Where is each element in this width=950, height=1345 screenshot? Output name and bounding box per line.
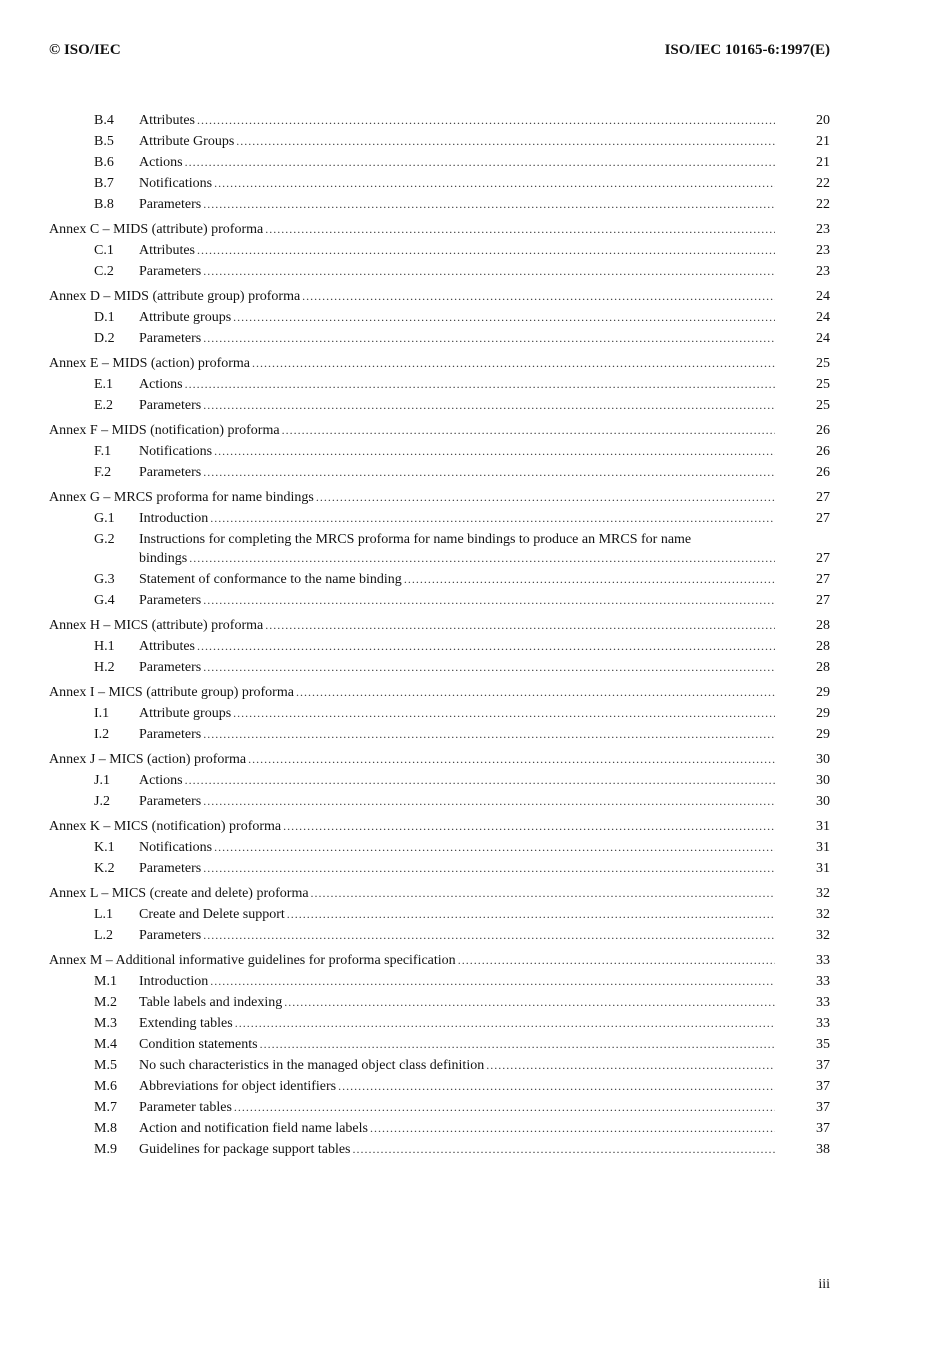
toc-entry-number: M.2 [94,995,117,1010]
toc-entry-page: 25 [816,377,830,392]
toc-entry-title: Parameters [139,593,202,608]
toc-annex-entry[interactable] [49,950,830,971]
toc-entry-page: 28 [816,660,830,675]
dot-leader [203,261,775,282]
dot-leader [203,194,775,215]
toc-entry[interactable] [49,1076,830,1097]
header-left: © ISO/IEC [49,42,121,58]
toc-entry-title: Create and Delete support [139,907,285,922]
toc-entry-number: G.3 [94,572,115,587]
dot-leader [302,286,775,307]
toc-entry-title: Introduction [139,511,209,526]
toc-entry[interactable] [49,569,830,590]
toc-entry-title: Annex G – MRCS proforma for name bindings [49,490,314,505]
toc-entry-page: 20 [816,113,830,128]
dot-leader [203,462,775,483]
dot-leader [189,548,775,569]
toc-entry[interactable] [49,110,830,131]
dot-leader [214,173,775,194]
toc-entry-title: Annex L – MICS (create and delete) proforma [49,886,309,901]
toc-entry-title: Annex J – MICS (action) proforma [49,752,247,767]
dot-leader [203,328,775,349]
toc-entry[interactable] [49,636,830,657]
toc-entry[interactable] [49,791,830,812]
toc-entry-title: Parameters [139,264,202,279]
toc-entry-page: 33 [816,1016,830,1031]
dot-leader [370,1118,775,1139]
dot-leader [203,590,775,611]
dot-leader [236,131,775,152]
toc-entry-page: 31 [816,861,830,876]
toc-entry[interactable] [49,261,830,282]
toc-entry-page: 30 [816,794,830,809]
toc-entry-number: H.1 [94,639,115,654]
dot-leader [287,904,775,925]
dot-leader [197,636,775,657]
toc-entry-number: G.1 [94,511,115,526]
toc-entry-page: 26 [816,444,830,459]
dot-leader [265,219,775,240]
toc-entry-title: Condition statements [139,1037,258,1052]
toc-entry-page: 24 [816,331,830,346]
toc-entry-number: B.4 [94,113,114,128]
toc-entry-page: 26 [816,423,830,438]
table-of-contents [49,110,830,1160]
toc-entry-title: Attributes [139,113,195,128]
dot-leader [234,1097,775,1118]
dot-leader [203,657,775,678]
dot-leader [284,992,775,1013]
toc-entry-page: 30 [816,752,830,767]
toc-entry-title: Guidelines for package support tables [139,1142,351,1157]
dot-leader [283,816,775,837]
dot-leader [252,353,775,374]
dot-leader [185,374,775,395]
header-right: ISO/IEC 10165-6:1997(E) [664,42,830,58]
toc-entry-page: 28 [816,618,830,633]
toc-entry-title: Notifications [139,444,213,459]
toc-entry-page: 25 [816,398,830,413]
toc-entry-page: 37 [816,1121,830,1136]
toc-entry[interactable] [49,131,830,152]
toc-entry-title: Parameter tables [139,1100,232,1115]
dot-leader [248,749,775,770]
toc-entry-number: L.1 [94,907,114,922]
toc-entry-page: 23 [816,264,830,279]
dot-leader [203,925,775,946]
toc-entry-page: 32 [816,886,830,901]
toc-annex-entry[interactable] [49,286,830,307]
toc-entry-number: D.1 [94,310,115,325]
toc-entry-number: M.7 [94,1100,117,1115]
toc-entry-page: 27 [816,572,830,587]
dot-leader [197,110,775,131]
toc-annex-entry[interactable] [49,883,830,904]
dot-leader [203,791,775,812]
toc-annex-entry[interactable] [49,615,830,636]
dot-leader [311,883,775,904]
dot-leader [214,837,775,858]
toc-entry[interactable] [49,307,830,328]
toc-entry-number: G.4 [94,593,115,608]
toc-entry-number: C.2 [94,264,114,279]
toc-entry-title: Parameters [139,398,202,413]
toc-entry-page: 32 [816,907,830,922]
toc-entry-page: 29 [816,706,830,721]
toc-entry-title: Attributes [139,639,195,654]
toc-entry-page: 27 [816,490,830,505]
dot-leader [235,1013,775,1034]
toc-entry[interactable] [49,925,830,946]
toc-entry[interactable] [49,1055,830,1076]
toc-entry-number: B.8 [94,197,114,212]
toc-entry-number: F.2 [94,465,112,480]
toc-entry-page: 28 [816,639,830,654]
dot-leader [282,420,775,441]
toc-entry[interactable] [49,904,830,925]
toc-entry-title: Annex D – MIDS (attribute group) proforma [49,289,301,304]
dot-leader [185,770,775,791]
toc-entry[interactable] [49,1013,830,1034]
toc-entry-number: F.1 [94,444,112,459]
toc-entry-page: 31 [816,840,830,855]
toc-entry-page: 22 [816,176,830,191]
toc-entry-title: Actions [139,773,183,788]
toc-entry-title: Annex I – MICS (attribute group) proforma [49,685,294,700]
dot-leader [338,1076,775,1097]
toc-entry-page: 29 [816,727,830,742]
toc-entry-page: 27 [816,551,830,566]
toc-entry[interactable] [49,1034,830,1055]
toc-entry[interactable] [49,1139,830,1160]
toc-entry-number: D.2 [94,331,115,346]
toc-entry-number: M.1 [94,974,117,989]
dot-leader [260,1034,775,1055]
toc-entry[interactable] [49,173,830,194]
toc-entry-page: 21 [816,134,830,149]
toc-entry-page: 30 [816,773,830,788]
toc-entry-title: Parameters [139,928,202,943]
toc-entry-number: K.1 [94,840,115,855]
toc-entry-page: 22 [816,197,830,212]
toc-entry-title: Attribute groups [139,310,232,325]
toc-entry-number: C.1 [94,243,114,258]
toc-entry[interactable] [49,971,830,992]
toc-entry-page: 26 [816,465,830,480]
dot-leader [214,441,775,462]
dot-leader [233,307,775,328]
dot-leader [404,569,775,590]
toc-entry[interactable] [49,328,830,349]
dot-leader [203,724,775,745]
toc-entry-page: 37 [816,1100,830,1115]
dot-leader [233,703,775,724]
toc-entry[interactable] [49,1118,830,1139]
toc-entry-number: G.2 [94,532,115,547]
toc-annex-entry[interactable] [49,682,830,703]
toc-entry-title: Notifications [139,176,213,191]
dot-leader [458,950,775,971]
toc-entry-title: Attribute Groups [139,134,235,149]
toc-entry-page: 37 [816,1079,830,1094]
dot-leader [203,395,775,416]
toc-entry[interactable] [49,703,830,724]
toc-entry-page: 35 [816,1037,830,1052]
toc-entry-number: L.2 [94,928,114,943]
toc-entry-title: Annex M – Additional informative guidelines for proforma specification [49,953,456,968]
toc-entry[interactable] [49,152,830,173]
toc-entry-title: Parameters [139,794,202,809]
toc-entry-title: Parameters [139,660,202,675]
toc-entry-title: Annex C – MIDS (attribute) proforma [49,222,264,237]
toc-entry-page: 32 [816,928,830,943]
toc-annex-entry[interactable] [49,487,830,508]
toc-entry-title: Introduction [139,974,209,989]
toc-entry[interactable] [49,194,830,215]
toc-entry-page: 25 [816,356,830,371]
toc-entry[interactable] [49,657,830,678]
toc-entry-title: Attribute groups [139,706,232,721]
dot-leader [296,682,775,703]
toc-entry[interactable] [49,858,830,879]
toc-entry-title: No such characteristics in the managed object class definition [139,1058,485,1073]
toc-entry-number: M.6 [94,1079,117,1094]
toc-entry-title: Action and notification field name labels [139,1121,368,1136]
toc-entry-page: 27 [816,511,830,526]
toc-entry-page: 29 [816,685,830,700]
toc-entry-title: Parameters [139,331,202,346]
toc-entry-title: Annex H – MICS (attribute) proforma [49,618,264,633]
toc-entry-page: 21 [816,155,830,170]
toc-entry[interactable] [49,395,830,416]
toc-entry-number: B.5 [94,134,114,149]
toc-entry[interactable] [49,1097,830,1118]
toc-entry-number: I.1 [94,706,110,721]
toc-entry-number: M.3 [94,1016,117,1031]
toc-entry-page: 37 [816,1058,830,1073]
toc-entry-number: B.6 [94,155,114,170]
toc-entry-number: M.8 [94,1121,117,1136]
toc-entry-title: Parameters [139,465,202,480]
dot-leader [210,971,775,992]
page-number: iii [818,1277,830,1292]
toc-entry[interactable] [49,770,830,791]
toc-entry-title: Statement of conformance to the name binding [139,572,402,587]
toc-entry-number: M.9 [94,1142,117,1157]
toc-entry-title: Actions [139,377,183,392]
toc-entry[interactable] [49,724,830,745]
toc-entry-number: J.1 [94,773,110,788]
toc-entry-page: 33 [816,995,830,1010]
toc-entry-page: 27 [816,593,830,608]
toc-annex-entry[interactable] [49,219,830,240]
toc-entry-page: 24 [816,289,830,304]
toc-entry[interactable] [49,529,830,569]
toc-entry[interactable] [49,992,830,1013]
dot-leader [265,615,775,636]
toc-entry-page: 33 [816,974,830,989]
toc-entry-title: bindings [139,551,188,566]
dot-leader [197,240,775,261]
dot-leader [203,858,775,879]
toc-entry[interactable] [49,837,830,858]
toc-entry[interactable] [49,508,830,529]
toc-entry-number: M.4 [94,1037,117,1052]
toc-entry-page: 23 [816,222,830,237]
toc-entry-title: Attributes [139,243,195,258]
dot-leader [185,152,775,173]
dot-leader [210,508,775,529]
toc-entry-title: Parameters [139,861,202,876]
toc-entry-number: M.5 [94,1058,117,1073]
toc-entry-page: 33 [816,953,830,968]
toc-entry[interactable] [49,590,830,611]
toc-entry-title: Table labels and indexing [139,995,283,1010]
toc-annex-entry[interactable] [49,353,830,374]
toc-annex-entry[interactable] [49,420,830,441]
dot-leader [316,487,775,508]
dot-leader [486,1055,775,1076]
toc-entry-number: I.2 [94,727,110,742]
toc-entry-title: Annex F – MIDS (notification) proforma [49,423,280,438]
toc-entry-page: 23 [816,243,830,258]
toc-entry[interactable] [49,441,830,462]
toc-entry-title: Parameters [139,727,202,742]
toc-annex-entry[interactable] [49,749,830,770]
toc-entry-page: 38 [816,1142,830,1157]
toc-entry-title-line1: Instructions for completing the MRCS proforma for name bindings to produce an MRCS for name [139,532,692,547]
toc-entry-title: Actions [139,155,183,170]
toc-entry-number: E.2 [94,398,114,413]
toc-entry[interactable] [49,240,830,261]
toc-entry-page: 31 [816,819,830,834]
toc-entry-title: Notifications [139,840,213,855]
dot-leader [353,1139,776,1160]
toc-entry-title: Annex E – MIDS (action) proforma [49,356,251,371]
toc-entry-title: Extending tables [139,1016,233,1031]
toc-entry-number: B.7 [94,176,114,191]
toc-entry-title: Parameters [139,197,202,212]
toc-entry-title: Annex K – MICS (notification) proforma [49,819,282,834]
toc-entry-title: Abbreviations for object identifiers [139,1079,337,1094]
toc-annex-entry[interactable] [49,816,830,837]
toc-entry-number: J.2 [94,794,110,809]
toc-entry-page: 24 [816,310,830,325]
toc-entry-number: H.2 [94,660,115,675]
toc-entry[interactable] [49,462,830,483]
toc-entry[interactable] [49,374,830,395]
toc-entry-number: K.2 [94,861,115,876]
toc-entry-number: E.1 [94,377,114,392]
